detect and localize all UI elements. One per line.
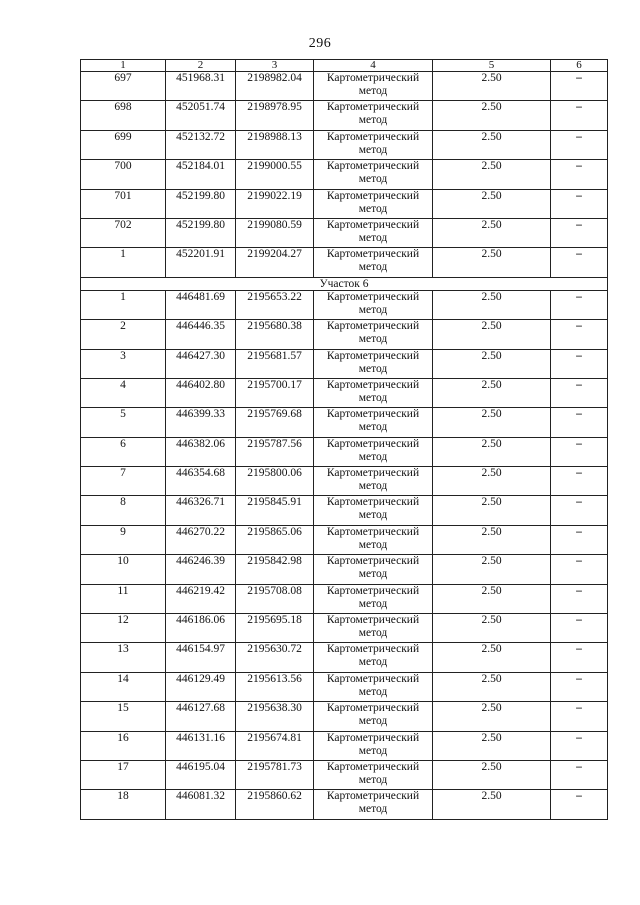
accuracy-cell: 2.50 [433,320,551,349]
table-row [81,525,608,554]
method-cell: Картометрический метод [314,731,433,760]
mark-cell: – [551,248,608,277]
method-cell: Картометрический метод [314,248,433,277]
column-header: 5 [433,60,551,72]
accuracy-cell: 2.50 [433,467,551,496]
point-number-cell: 5 [81,408,166,437]
table-row [81,248,608,277]
table-row [81,643,608,672]
table-row [81,760,608,789]
table-row [81,555,608,584]
point-number-cell: 7 [81,467,166,496]
mark-cell: – [551,320,608,349]
page-number: 296 [308,36,332,51]
point-number-cell: 1 [81,290,166,319]
method-cell: Картометрический метод [314,437,433,466]
y-coordinate-cell: 2195653.22 [236,290,314,319]
method-cell: Картометрический метод [314,349,433,378]
accuracy-cell: 2.50 [433,218,551,247]
method-cell: Картометрический метод [314,130,433,159]
accuracy-cell: 2.50 [433,437,551,466]
accuracy-cell: 2.50 [433,790,551,819]
method-cell: Картометрический метод [314,101,433,130]
method-cell: Картометрический метод [314,496,433,525]
method-cell: Картометрический метод [314,189,433,218]
point-number-cell: 702 [81,218,166,247]
y-coordinate-cell: 2195681.57 [236,349,314,378]
table-body-bottom [81,290,608,819]
point-number-cell: 13 [81,643,166,672]
accuracy-cell: 2.50 [433,72,551,101]
y-coordinate-cell: 2195769.68 [236,408,314,437]
mark-cell: – [551,378,608,407]
point-number-cell: 8 [81,496,166,525]
y-coordinate-cell: 2199000.55 [236,160,314,189]
section-body [81,277,608,290]
point-number-cell: 699 [81,130,166,159]
x-coordinate-cell: 446354.68 [166,467,236,496]
table-row [81,349,608,378]
point-number-cell: 698 [81,101,166,130]
table-header-row [81,60,608,72]
mark-cell: – [551,349,608,378]
mark-cell: – [551,218,608,247]
method-cell: Картометрический метод [314,584,433,613]
mark-cell: – [551,643,608,672]
mark-cell: – [551,525,608,554]
x-coordinate-cell: 446195.04 [166,760,236,789]
x-coordinate-cell: 446382.06 [166,437,236,466]
method-cell: Картометрический метод [314,467,433,496]
x-coordinate-cell: 452201.91 [166,248,236,277]
y-coordinate-cell: 2199080.59 [236,218,314,247]
x-coordinate-cell: 446481.69 [166,290,236,319]
method-cell: Картометрический метод [314,218,433,247]
accuracy-cell: 2.50 [433,248,551,277]
y-coordinate-cell: 2195680.38 [236,320,314,349]
table-row [81,290,608,319]
section-row [81,277,608,290]
mark-cell: – [551,290,608,319]
method-cell: Картометрический метод [314,320,433,349]
y-coordinate-cell: 2199022.19 [236,189,314,218]
mark-cell: – [551,189,608,218]
point-number-cell: 12 [81,614,166,643]
accuracy-cell: 2.50 [433,349,551,378]
x-coordinate-cell: 446427.30 [166,349,236,378]
y-coordinate-cell: 2198988.13 [236,130,314,159]
mark-cell: – [551,130,608,159]
accuracy-cell: 2.50 [433,408,551,437]
method-cell: Картометрический метод [314,525,433,554]
mark-cell: – [551,101,608,130]
x-coordinate-cell: 446399.33 [166,408,236,437]
mark-cell: – [551,408,608,437]
y-coordinate-cell: 2195860.62 [236,790,314,819]
column-header: 3 [236,60,314,72]
point-number-cell: 1 [81,248,166,277]
mark-cell: – [551,437,608,466]
y-coordinate-cell: 2195700.17 [236,378,314,407]
table-row [81,160,608,189]
mark-cell: – [551,790,608,819]
x-coordinate-cell: 446446.35 [166,320,236,349]
x-coordinate-cell: 446186.06 [166,614,236,643]
mark-cell: – [551,702,608,731]
mark-cell: – [551,496,608,525]
point-number-cell: 14 [81,672,166,701]
table-row [81,437,608,466]
point-number-cell: 700 [81,160,166,189]
table-row [81,189,608,218]
column-header: 1 [81,60,166,72]
mark-cell: – [551,72,608,101]
table-row [81,467,608,496]
x-coordinate-cell: 451968.31 [166,72,236,101]
method-cell: Картометрический метод [314,72,433,101]
y-coordinate-cell: 2195845.91 [236,496,314,525]
column-header: 2 [166,60,236,72]
table-row [81,218,608,247]
method-cell: Картометрический метод [314,555,433,584]
y-coordinate-cell: 2198982.04 [236,72,314,101]
mark-cell: – [551,555,608,584]
accuracy-cell: 2.50 [433,702,551,731]
mark-cell: – [551,160,608,189]
point-number-cell: 6 [81,437,166,466]
accuracy-cell: 2.50 [433,584,551,613]
table-row [81,72,608,101]
y-coordinate-cell: 2195674.81 [236,731,314,760]
method-cell: Картометрический метод [314,760,433,789]
point-number-cell: 10 [81,555,166,584]
accuracy-cell: 2.50 [433,189,551,218]
column-header: 6 [551,60,608,72]
method-cell: Картометрический метод [314,614,433,643]
x-coordinate-cell: 446129.49 [166,672,236,701]
accuracy-cell: 2.50 [433,378,551,407]
method-cell: Картометрический метод [314,702,433,731]
x-coordinate-cell: 446127.68 [166,702,236,731]
point-number-cell: 701 [81,189,166,218]
mark-cell: – [551,584,608,613]
x-coordinate-cell: 446326.71 [166,496,236,525]
y-coordinate-cell: 2195630.72 [236,643,314,672]
method-cell: Картометрический метод [314,290,433,319]
y-coordinate-cell: 2195695.18 [236,614,314,643]
accuracy-cell: 2.50 [433,496,551,525]
method-cell: Картометрический метод [314,378,433,407]
accuracy-cell: 2.50 [433,101,551,130]
table-row [81,320,608,349]
column-header: 4 [314,60,433,72]
point-number-cell: 11 [81,584,166,613]
y-coordinate-cell: 2199204.27 [236,248,314,277]
y-coordinate-cell: 2195638.30 [236,702,314,731]
table-row [81,101,608,130]
y-coordinate-cell: 2195800.06 [236,467,314,496]
point-number-cell: 697 [81,72,166,101]
accuracy-cell: 2.50 [433,130,551,159]
accuracy-cell: 2.50 [433,614,551,643]
method-cell: Картометрический метод [314,408,433,437]
accuracy-cell: 2.50 [433,643,551,672]
table-body-top [81,72,608,278]
table-row [81,614,608,643]
point-number-cell: 16 [81,731,166,760]
mark-cell: – [551,731,608,760]
x-coordinate-cell: 452199.80 [166,189,236,218]
coordinates-table [80,59,608,820]
y-coordinate-cell: 2195781.73 [236,760,314,789]
mark-cell: – [551,614,608,643]
mark-cell: – [551,672,608,701]
accuracy-cell: 2.50 [433,672,551,701]
x-coordinate-cell: 446081.32 [166,790,236,819]
table-row [81,702,608,731]
x-coordinate-cell: 452051.74 [166,101,236,130]
accuracy-cell: 2.50 [433,760,551,789]
point-number-cell: 17 [81,760,166,789]
x-coordinate-cell: 446219.42 [166,584,236,613]
accuracy-cell: 2.50 [433,525,551,554]
point-number-cell: 3 [81,349,166,378]
x-coordinate-cell: 452199.80 [166,218,236,247]
x-coordinate-cell: 446402.80 [166,378,236,407]
x-coordinate-cell: 446246.39 [166,555,236,584]
table-row [81,378,608,407]
section-title: Участок 6 [81,277,608,290]
table-row [81,584,608,613]
y-coordinate-cell: 2195787.56 [236,437,314,466]
method-cell: Картометрический метод [314,160,433,189]
method-cell: Картометрический метод [314,643,433,672]
method-cell: Картометрический метод [314,790,433,819]
y-coordinate-cell: 2195708.08 [236,584,314,613]
point-number-cell: 18 [81,790,166,819]
table-row [81,731,608,760]
point-number-cell: 4 [81,378,166,407]
x-coordinate-cell: 446131.16 [166,731,236,760]
x-coordinate-cell: 452184.01 [166,160,236,189]
table-row [81,790,608,819]
accuracy-cell: 2.50 [433,160,551,189]
y-coordinate-cell: 2195842.98 [236,555,314,584]
accuracy-cell: 2.50 [433,731,551,760]
x-coordinate-cell: 446154.97 [166,643,236,672]
x-coordinate-cell: 446270.22 [166,525,236,554]
method-cell: Картометрический метод [314,672,433,701]
table-row [81,408,608,437]
accuracy-cell: 2.50 [433,555,551,584]
point-number-cell: 9 [81,525,166,554]
table-row [81,496,608,525]
y-coordinate-cell: 2198978.95 [236,101,314,130]
mark-cell: – [551,467,608,496]
mark-cell: – [551,760,608,789]
x-coordinate-cell: 452132.72 [166,130,236,159]
table-row [81,672,608,701]
point-number-cell: 15 [81,702,166,731]
table-row [81,130,608,159]
accuracy-cell: 2.50 [433,290,551,319]
y-coordinate-cell: 2195613.56 [236,672,314,701]
y-coordinate-cell: 2195865.06 [236,525,314,554]
point-number-cell: 2 [81,320,166,349]
